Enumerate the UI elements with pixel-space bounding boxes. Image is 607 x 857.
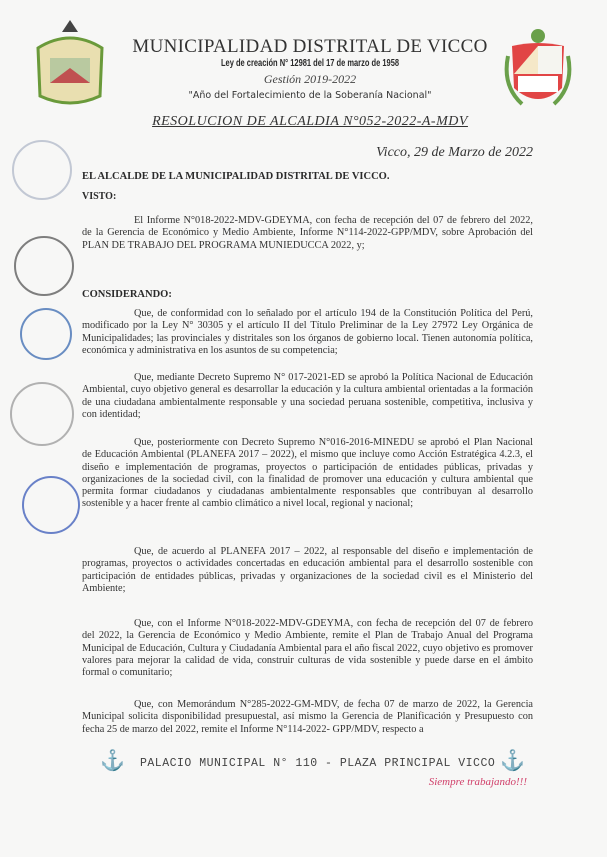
- document-date: Vicco, 29 de Marzo de 2022: [376, 145, 533, 160]
- visto-paragraph: El Informe N°018-2022-MDV-GDEYMA, con fecha de recepción del 07 de febrero del 2022, de la Gerencia de Económico y Medio Ambiente, Informe N°114-2022-GPP/MDV, sobre Aprobación del PLAN DE TRABAJO DEL PROGRAMA MUNIEDUCCA 2022, y;: [82, 215, 533, 251]
- visto-heading: VISTO:: [82, 191, 117, 202]
- paragraph: Que, de acuerdo al PLANEFA 2017 – 2022, al responsable del diseño e implementación de programas, proyectos o actividades concertadas en educación ambiental para el desarrollo sostenible con participación de entidades públicas, privadas y organizaciones de la sociedad civil es el Ministerio del Ambiente;: [82, 546, 533, 594]
- paragraph: Que, mediante Decreto Supremo N° 017-2021-ED se aprobó la Política Nacional de Educación Ambiental, cuyo objetivo general es desarrollar la educación y la cultura ambiental orientadas a la formación de una ciudadana ambientalmente responsable y una sociedad peruana sostenible, competitiva, inclusiva y con identidad;: [82, 372, 533, 420]
- paragraph: Que, con el Informe N°018-2022-MDV-GDEYMA, con fecha de recepción del 07 de febrero del 2022, la Gerencia de Económico y Medio Ambiente, remite el Plan de Trabajo Anual del Programa Municipal de Educación, Cultura y Ciudadanía Ambiental para el año fiscal 2022, cuyo objetivo es promover valores para mejorar la calidad de vida, construir culturas de vida sostenible y puede darse en el ámbito formal o comunitario;: [82, 618, 533, 679]
- seal-stamp: [22, 476, 80, 534]
- seal-stamp: [12, 140, 72, 200]
- mayor-heading: EL ALCALDE DE LA MUNICIPALIDAD DISTRITAL DE VICCO.: [82, 171, 390, 182]
- considerando-heading: CONSIDERANDO:: [82, 289, 172, 300]
- administration-period: Gestión 2019-2022: [263, 72, 357, 86]
- municipality-title: MUNICIPALIDAD DISTRITAL DE VICCO: [132, 36, 488, 57]
- anchor-icon: ⚓: [500, 750, 525, 772]
- seal-stamp: [10, 382, 74, 446]
- municipal-logo: [30, 18, 110, 110]
- footer-address: PALACIO MUNICIPAL N° 110 - PLAZA PRINCIPAL VICCO: [140, 757, 496, 770]
- paragraph: Que, con Memorándum N°285-2022-GM-MDV, de fecha 07 de marzo de 2022, la Gerencia Municipal solicita disponibilidad presupuestal, así mismo la Gerencia de Planificación y Presupuesto con fecha 25 de marzo del 2022, remite el Informe N°114-2022- GPP/MDV, respecto a: [82, 699, 533, 735]
- seal-stamp: [20, 308, 72, 360]
- year-motto: "Año del Fortalecimiento de la Soberanía Nacional": [188, 90, 432, 101]
- paragraph: Que, de conformidad con lo señalado por el artículo 194 de la Constitución Política del Perú, modificado por la Ley N° 30305 y el artículo II del Título Preliminar de la Ley 27972 Ley Orgánica de Municipalidades; las provinciales y distritales son los órganos de gobierno local. Tienen autonomía política, económica y administrativa en los asuntos de su competencia;: [82, 308, 533, 356]
- resolution-title: RESOLUCION DE ALCALDIA N°052-2022-A-MDV: [152, 114, 468, 129]
- creation-law: Ley de creación N° 12981 del 17 de marzo de 1958: [220, 58, 400, 69]
- anchor-icon: ⚓: [100, 750, 125, 772]
- paragraph: Que, posteriormente con Decreto Supremo N°016-2016-MINEDU se aprobó el Plan Nacional de Educación Ambiental (PLANEFA 2017 – 2022), el mismo que incluye como Acción Estratégica 4.2.3, el diseño e implementación de programas, proyectos o participación de entidades públicas, privadas y organizaciones de la sociedad civil, con la finalidad de promover una educación y cultura ambiental que permita formar ciudadanos y ciudadanas ambientalmente responsables que contribuyan al desarrollo sostenible y a hacer frente al cambio climático a nivel local, regional y nacional;: [82, 437, 533, 510]
- footer-slogan: Siempre trabajando!!!: [428, 776, 527, 788]
- seal-stamp: [14, 236, 74, 296]
